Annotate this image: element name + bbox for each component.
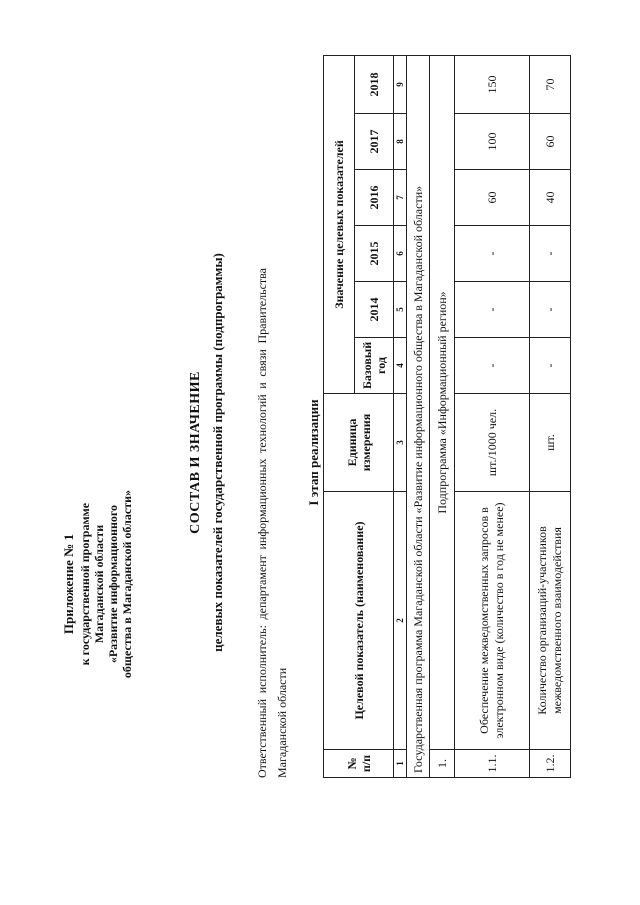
row-2017: 60 — [530, 114, 571, 170]
column-number: 8 — [394, 114, 407, 170]
column-number: 9 — [394, 55, 407, 113]
row-num: 1.1. — [455, 750, 530, 778]
column-number: 1 — [394, 750, 407, 778]
appendix-line: «Развитие информационного — [106, 504, 120, 664]
appendix-block — [62, 490, 134, 678]
header-num: № п/п — [324, 750, 394, 778]
subprogram-row — [430, 55, 455, 777]
appendix-line: к государственной программе — [78, 502, 92, 666]
column-number-row — [394, 55, 407, 777]
column-number: 3 — [394, 394, 407, 492]
row-indicator: Количество организаций-участников межведомственного взаимодействия — [530, 492, 571, 750]
header-year: 2014 — [355, 282, 394, 338]
header-year: 2015 — [355, 226, 394, 282]
header-year: 2017 — [355, 114, 394, 170]
row-2018: 150 — [455, 55, 530, 113]
responsible-executor: Ответственный исполнитель: департамент информационных технологий и связи Правительства Магаданской области — [255, 268, 289, 778]
subprogram-num: 1. — [430, 750, 455, 778]
stage-title: I этап реализации — [306, 399, 321, 506]
row-2016: 40 — [530, 170, 571, 226]
column-number: 6 — [394, 226, 407, 282]
program-row — [407, 55, 430, 777]
header-row — [324, 55, 355, 777]
row-2018: 70 — [530, 55, 571, 113]
appendix-line: общества в Магаданской области» — [120, 490, 134, 679]
column-number: 4 — [394, 338, 407, 394]
table-row — [455, 55, 530, 777]
program-name: Государственная программа Магаданской области «Развитие информационного общества в Магаданской области» — [407, 55, 430, 777]
document-title: СОСТАВ И ЗНАЧЕНИЕ — [188, 371, 203, 534]
header-values-group: Значение целевых показателей — [324, 55, 355, 393]
appendix-title: Приложение № 1 — [61, 533, 76, 635]
row-2017: 100 — [455, 114, 530, 170]
header-year: 2016 — [355, 170, 394, 226]
header-base-year: Базовый год — [355, 338, 394, 394]
appendix-line: Магаданской области — [92, 524, 106, 644]
header-indicator: Целевой показатель (наименование) — [324, 492, 394, 750]
header-year: 2018 — [355, 55, 394, 113]
table-row — [530, 55, 571, 777]
column-number: 5 — [394, 282, 407, 338]
row-2015: - — [530, 226, 571, 282]
row-num: 1.2. — [530, 750, 571, 778]
row-indicator: Обеспечение межведомственных запросов в электронном виде (количество в год не менее) — [455, 492, 530, 750]
row-2016: 60 — [455, 170, 530, 226]
column-number: 2 — [394, 492, 407, 750]
document-subtitle: целевых показателей государственной программы (подпрограммы) — [210, 253, 225, 652]
header-unit: Единица измерения — [324, 394, 394, 492]
subprogram-name: Подпрограмма «Информационный регион» — [430, 55, 455, 749]
indicators-table — [323, 55, 571, 778]
row-base: - — [530, 338, 571, 394]
row-unit: шт./1000 чел. — [455, 394, 530, 492]
column-number: 7 — [394, 170, 407, 226]
row-2014: - — [530, 282, 571, 338]
row-2014: - — [455, 282, 530, 338]
row-base: - — [455, 338, 530, 394]
row-2015: - — [455, 226, 530, 282]
row-unit: шт. — [530, 394, 571, 492]
